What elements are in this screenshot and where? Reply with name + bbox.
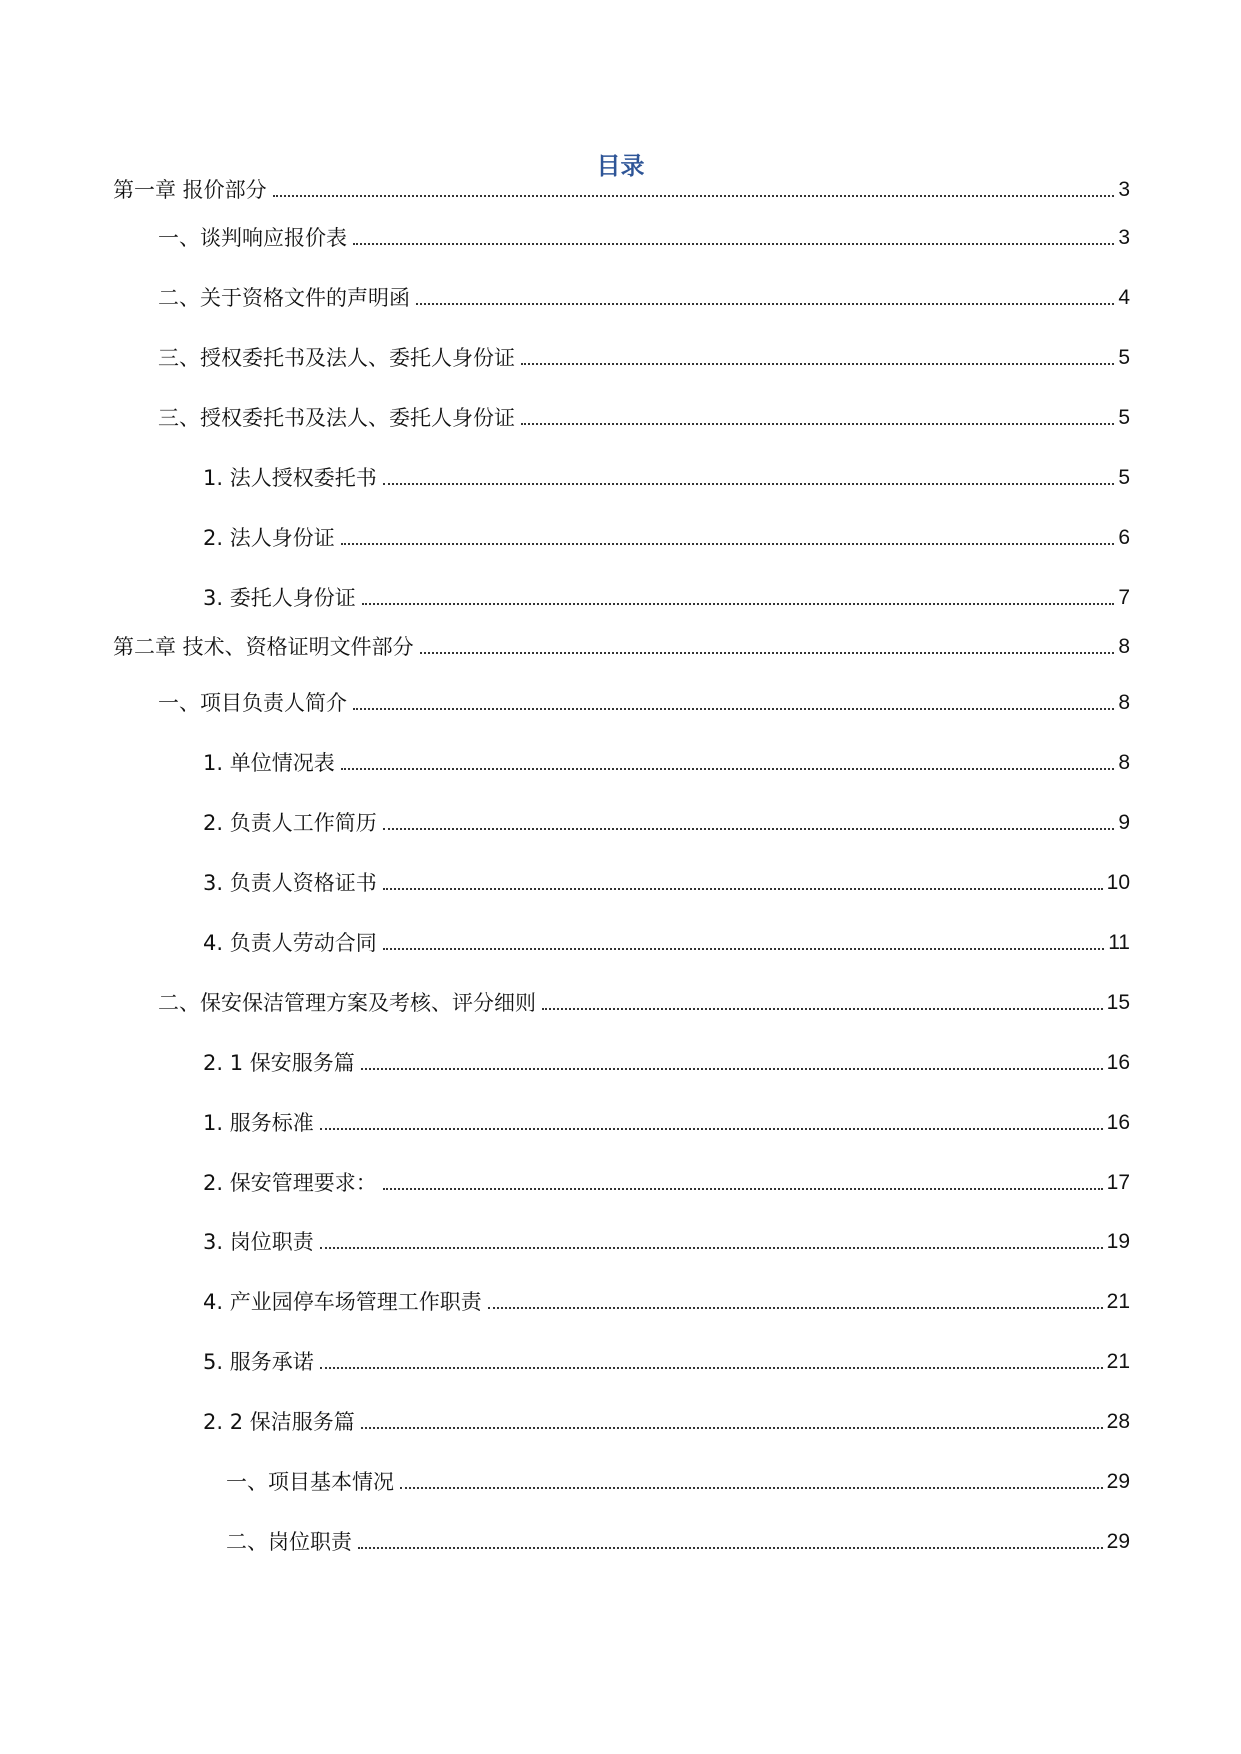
toc-entry-page: 7 [1118, 586, 1130, 609]
toc-entry[interactable] [203, 1225, 1130, 1255]
toc-entry-page: 11 [1108, 931, 1130, 954]
toc-entry-page: 21 [1106, 1290, 1130, 1313]
toc-leader-dots [383, 888, 1103, 890]
toc-entry-page: 5 [1118, 466, 1130, 489]
toc-entry-text: 二、岗位职责 [226, 1530, 352, 1554]
toc-entry[interactable] [158, 686, 1130, 716]
toc-entry-text: 2. 法人身份证 [203, 526, 335, 550]
toc-leader-dots [420, 652, 1115, 654]
toc-entry-text: 2. 保安管理要求： [203, 1171, 377, 1195]
toc-leader-dots [383, 828, 1115, 830]
toc-entry[interactable] [113, 630, 1130, 660]
toc-entry-text: 3. 委托人身份证 [203, 586, 356, 610]
toc-leader-dots [542, 1008, 1103, 1010]
toc-leader-dots [383, 948, 1104, 950]
toc-entry-text: 1. 服务标准 [203, 1111, 314, 1135]
toc-entry-page: 16 [1106, 1051, 1130, 1074]
toc-leader-dots [273, 195, 1115, 197]
toc-entry[interactable] [158, 221, 1130, 251]
toc-entry-text: 2. 2 保洁服务篇 [203, 1410, 355, 1434]
toc-entry-text: 第二章 技术、资格证明文件部分 [113, 635, 414, 659]
toc-leader-dots [361, 1068, 1103, 1070]
toc-entry-page: 5 [1118, 406, 1130, 429]
toc-entry-text: 3. 岗位职责 [203, 1230, 314, 1254]
toc-leader-dots [341, 768, 1115, 770]
toc-leader-dots [320, 1128, 1103, 1130]
toc-entry[interactable] [203, 866, 1130, 896]
toc-leader-dots [358, 1547, 1103, 1549]
toc-entry-text: 第一章 报价部分 [113, 178, 267, 202]
toc-entry-page: 3 [1118, 178, 1130, 201]
toc-entry-text: 一、项目负责人简介 [158, 691, 347, 715]
toc-entry-text: 4. 产业园停车场管理工作职责 [203, 1290, 482, 1314]
toc-leader-dots [341, 543, 1115, 545]
toc-entry-page: 9 [1118, 811, 1130, 834]
toc-leader-dots [320, 1367, 1103, 1369]
toc-leader-dots [362, 603, 1115, 605]
toc-entry[interactable] [203, 926, 1130, 956]
toc-entry-page: 17 [1106, 1171, 1130, 1194]
toc-entry-page: 28 [1106, 1410, 1130, 1433]
toc-entry-page: 10 [1106, 871, 1130, 894]
toc-entry[interactable] [203, 461, 1130, 491]
toc-entry[interactable] [158, 401, 1130, 431]
toc-entry[interactable] [226, 1465, 1130, 1495]
toc-entry-page: 6 [1118, 526, 1130, 549]
toc-entry-page: 3 [1118, 226, 1130, 249]
toc-entry-text: 2. 1 保安服务篇 [203, 1051, 355, 1075]
toc-entry-page: 8 [1118, 691, 1130, 714]
toc-entry-page: 21 [1106, 1350, 1130, 1373]
toc-entry[interactable] [203, 1285, 1130, 1315]
toc-leader-dots [353, 243, 1114, 245]
toc-leader-dots [416, 303, 1114, 305]
toc-entry[interactable] [203, 1405, 1130, 1435]
toc-entry-page: 8 [1118, 751, 1130, 774]
toc-entry-page: 16 [1106, 1111, 1130, 1134]
toc-entry-text: 2. 负责人工作简历 [203, 811, 377, 835]
toc-entry-page: 4 [1118, 286, 1130, 309]
toc-entry-text: 三、授权委托书及法人、委托人身份证 [158, 406, 515, 430]
toc-leader-dots [521, 363, 1114, 365]
toc-entry-text: 3. 负责人资格证书 [203, 871, 377, 895]
toc-entry[interactable] [203, 581, 1130, 611]
toc-entry-text: 1. 法人授权委托书 [203, 466, 377, 490]
toc-leader-dots [488, 1307, 1103, 1309]
toc-leader-dots [383, 483, 1115, 485]
toc-entry-text: 1. 单位情况表 [203, 751, 335, 775]
toc-entry[interactable] [158, 341, 1130, 371]
toc-entry-page: 5 [1118, 346, 1130, 369]
toc-title: 目录 [596, 152, 645, 180]
toc-entry-page: 29 [1106, 1470, 1130, 1493]
toc-entry-page: 8 [1118, 635, 1130, 658]
toc-entry-text: 5. 服务承诺 [203, 1350, 314, 1374]
toc-leader-dots [400, 1487, 1103, 1489]
toc-entry-page: 19 [1106, 1230, 1130, 1253]
toc-entry-page: 15 [1106, 991, 1130, 1014]
toc-entry-text: 4. 负责人劳动合同 [203, 931, 377, 955]
toc-entry-text: 二、保安保洁管理方案及考核、评分细则 [158, 991, 536, 1015]
toc-entry[interactable] [226, 1525, 1130, 1555]
toc-entry-text: 三、授权委托书及法人、委托人身份证 [158, 346, 515, 370]
toc-entry[interactable] [203, 1046, 1130, 1076]
toc-leader-dots [361, 1427, 1103, 1429]
toc-entry[interactable] [203, 1166, 1130, 1196]
toc-leader-dots [353, 708, 1114, 710]
toc-entry-page: 29 [1106, 1530, 1130, 1553]
toc-entry[interactable] [203, 1106, 1130, 1136]
toc-entry[interactable] [203, 746, 1130, 776]
toc-entry[interactable] [203, 806, 1130, 836]
toc-entry[interactable] [158, 281, 1130, 311]
toc-entry-text: 二、关于资格文件的声明函 [158, 286, 410, 310]
toc-entry[interactable] [113, 173, 1130, 203]
toc-leader-dots [383, 1188, 1103, 1190]
toc-entry[interactable] [158, 986, 1130, 1016]
toc-entry-text: 一、谈判响应报价表 [158, 226, 347, 250]
toc-entry[interactable] [203, 521, 1130, 551]
toc-leader-dots [320, 1247, 1103, 1249]
toc-leader-dots [521, 423, 1114, 425]
toc-entry-text: 一、项目基本情况 [226, 1470, 394, 1494]
toc-entry[interactable] [203, 1345, 1130, 1375]
